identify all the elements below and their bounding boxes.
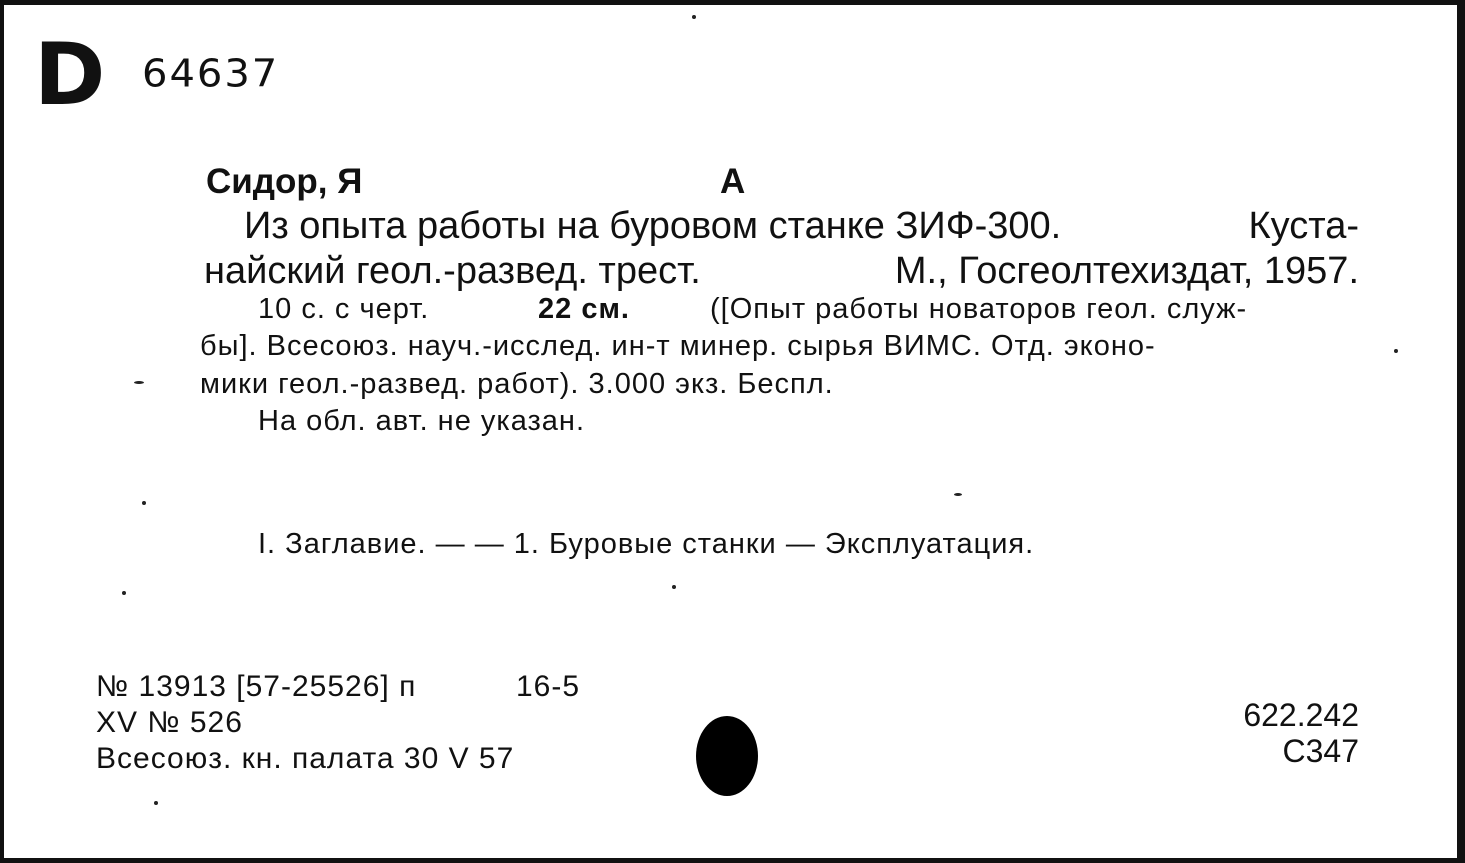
speck-mark [142, 501, 146, 505]
series-line-3: мики геол.-развед. работ). 3.000 экз. Беспл. [200, 368, 834, 400]
registry-number: № 13913 [57-25526] п [96, 670, 417, 703]
punch-hole [696, 716, 758, 796]
title-line-1: Из опыта работы на буровом станке ЗИФ-300. [244, 205, 1062, 247]
series-start: ([Опыт работы новаторов геол. служ- [710, 293, 1248, 325]
speck-mark [122, 591, 126, 595]
collation-size: 22 см. [538, 293, 630, 325]
speck-mark [954, 493, 962, 496]
registry-volume: XV № 526 [96, 706, 243, 739]
registry-chamber: Всесоюз. кн. палата 30 V 57 [96, 742, 515, 775]
series-line-2: бы]. Всесоюз. науч.-исслед. ин-т минер. сырья ВИМС. Отд. эконо- [200, 330, 1156, 362]
collection-letter: D [34, 25, 104, 125]
speck-mark [672, 585, 676, 589]
speck-mark [134, 381, 144, 384]
author-heading: Сидор, Я [206, 162, 363, 201]
filing-letter: А [720, 162, 746, 201]
classification-number: 622.242 [1243, 697, 1359, 733]
title-line-2: найский геол.-развед. трест. [204, 250, 701, 292]
speck-mark [154, 801, 158, 805]
registry-code: 16-5 [516, 670, 581, 703]
title-line-1-end: Куста- [1248, 205, 1359, 247]
author-note: На обл. авт. не указан. [258, 405, 586, 437]
cutter-number: С347 [1282, 733, 1359, 769]
speck-mark [692, 15, 696, 19]
speck-mark [1394, 349, 1398, 353]
collation-pages: 10 с. с черт. [258, 293, 430, 325]
imprint: М., Госгеолтехиздат, 1957. [894, 250, 1359, 292]
subject-tracings: I. Заглавие. — — 1. Буровые станки — Эксплуатация. [258, 528, 1035, 560]
accession-number: 64637 [142, 52, 280, 96]
